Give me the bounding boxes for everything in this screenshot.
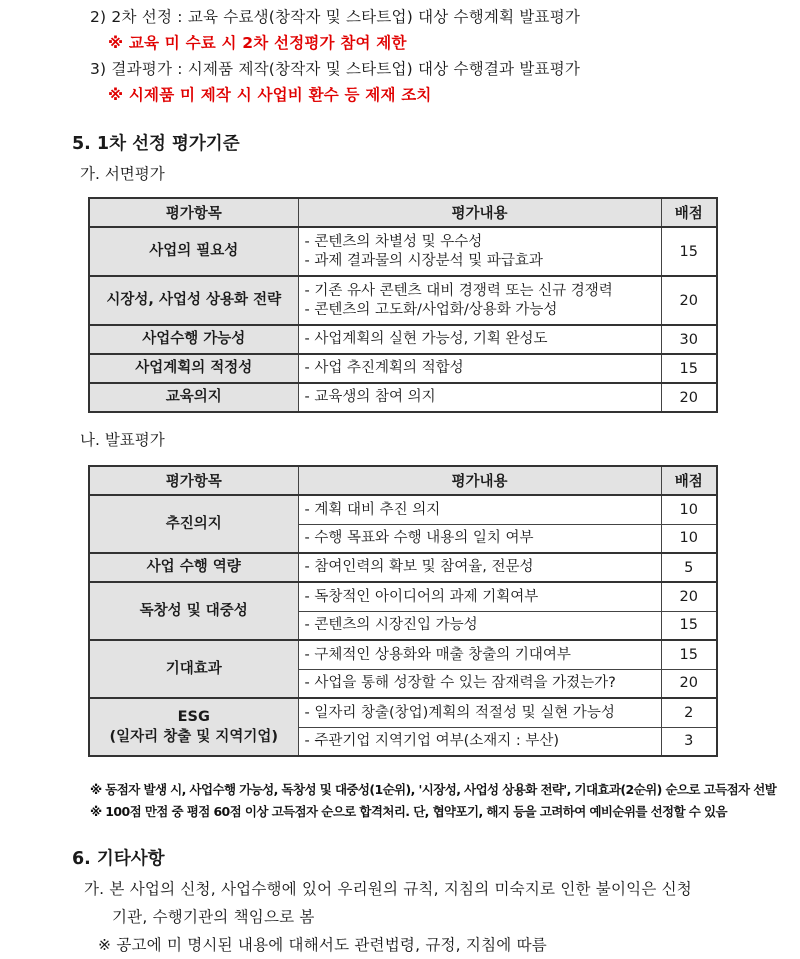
eval-score: 15 <box>661 354 717 383</box>
table-row <box>89 553 717 582</box>
intro-item-3: 3) 결과평가 : 시제품 제작(창작자 및 스타트업) 대상 수행결과 발표평가 <box>90 60 581 78</box>
eval-content: - 수행 목표와 수행 내용의 일치 여부 <box>298 524 661 553</box>
eval-item-line: (일자리 창출 및 지역기업) <box>109 729 278 745</box>
document-eval-table <box>88 197 718 413</box>
tiebreak-note: ※ 동점자 발생 시, 사업수행 가능성, 독창성 및 대중성(1순위), '시장성, 사업성 상용화 전략', 기대효과(2순위) 순으로 고득점자 선발 <box>90 782 777 797</box>
eval-score: 20 <box>661 669 717 698</box>
eval-content: - 계획 대비 추진 의지 <box>298 495 661 524</box>
eval-item: 시장성, 사업성 상용화 전략 <box>89 276 298 325</box>
eval-score: 10 <box>661 495 717 524</box>
header-score: 배점 <box>661 466 717 495</box>
eval-content: - 사업계획의 실현 가능성, 기획 완성도 <box>298 325 661 354</box>
eval-content-line: - 과제 결과물의 시장분석 및 파급효과 <box>304 252 543 269</box>
eval-score: 15 <box>661 227 717 276</box>
eval-content: - 콘텐츠의 시장진입 가능성 <box>298 611 661 640</box>
eval-score: 30 <box>661 325 717 354</box>
eval-content: - 구체적인 상용화와 매출 창출의 기대여부 <box>298 640 661 669</box>
eval-item: 사업수행 가능성 <box>89 325 298 354</box>
intro-item-2-warning: ※ 교육 미 수료 시 2차 선정평가 참여 제한 <box>108 34 407 52</box>
eval-score: 15 <box>661 611 717 640</box>
eval-score: 20 <box>661 383 717 412</box>
section-6-title: 6. 기타사항 <box>72 849 165 869</box>
eval-score: 5 <box>661 553 717 582</box>
header-content: 평가내용 <box>298 466 661 495</box>
eval-item: 기대효과 <box>89 640 298 698</box>
eval-content: - 일자리 창출(창업)계획의 적절성 및 실현 가능성 <box>298 698 661 727</box>
intro-item-3-warning: ※ 시제품 미 제작 시 사업비 환수 등 제재 조치 <box>108 86 432 104</box>
table-row <box>89 698 717 727</box>
header-item: 평가항목 <box>89 466 298 495</box>
eval-content: - 독창적인 아이디어의 과제 기획여부 <box>298 582 661 611</box>
eval-content <box>298 276 661 325</box>
eval-content-line: - 콘텐츠의 차별성 및 우수성 <box>304 234 483 251</box>
eval-score: 20 <box>661 276 717 325</box>
eval-item: 사업계획의 적정성 <box>89 354 298 383</box>
table-row <box>89 582 717 611</box>
table-row <box>89 276 717 325</box>
eval-content-line: - 콘텐츠의 고도화/사업화/상용화 가능성 <box>304 301 558 318</box>
eval-item: 독창성 및 대중성 <box>89 582 298 640</box>
eval-content: - 주관기업 지역기업 여부(소재지 : 부산) <box>298 727 661 756</box>
eval-score: 3 <box>661 727 717 756</box>
section-6-note: ※ 공고에 미 명시된 내용에 대해서도 관련법령, 규정, 지침에 따름 <box>98 936 547 954</box>
eval-content-line: - 기존 유사 콘텐츠 대비 경쟁력 또는 신규 경쟁력 <box>304 283 613 300</box>
intro-item-2: 2) 2차 선정 : 교육 수료생(창작자 및 스타트업) 대상 수행계획 발표평가 <box>90 8 581 26</box>
eval-item-line: ESG <box>177 708 210 725</box>
eval-score: 10 <box>661 524 717 553</box>
eval-content <box>298 227 661 276</box>
table-row <box>89 640 717 669</box>
eval-content: - 사업 추진계획의 적합성 <box>298 354 661 383</box>
header-score: 배점 <box>661 198 717 227</box>
eval-item: 사업의 필요성 <box>89 227 298 276</box>
eval-score: 2 <box>661 698 717 727</box>
eval-content: - 사업을 통해 성장할 수 있는 잠재력을 가졌는가? <box>298 669 661 698</box>
table-row <box>89 354 717 383</box>
eval-item <box>89 698 298 756</box>
eval-content: - 교육생의 참여 의지 <box>298 383 661 412</box>
table-row <box>89 383 717 412</box>
section-5-title: 5. 1차 선정 평가기준 <box>72 134 240 154</box>
eval-item: 사업 수행 역량 <box>89 553 298 582</box>
eval-score: 15 <box>661 640 717 669</box>
presentation-eval-table <box>88 465 718 757</box>
eval-item: 교육의지 <box>89 383 298 412</box>
table-row <box>89 325 717 354</box>
eval-item: 추진의지 <box>89 495 298 553</box>
header-item: 평가항목 <box>89 198 298 227</box>
table-row <box>89 227 717 276</box>
eval-content: - 참여인력의 확보 및 참여율, 전문성 <box>298 553 661 582</box>
subsection-a-title: 가. 서면평가 <box>80 165 165 183</box>
section-6-item-a-line1: 가. 본 사업의 신청, 사업수행에 있어 우리원의 규칙, 지침의 미숙지로 인한 불이익은 신청 <box>84 880 692 898</box>
subsection-b-title: 나. 발표평가 <box>80 431 165 449</box>
eval-score: 20 <box>661 582 717 611</box>
pass-criteria-note: ※ 100점 만점 중 평점 60점 이상 고득점자 순으로 합격처리. 단, 협약포기, 해지 등을 고려하여 예비순위를 선정할 수 있음 <box>90 804 727 819</box>
header-content: 평가내용 <box>298 198 661 227</box>
section-6-item-a-line2: 기관, 수행기관의 책임으로 봄 <box>112 908 315 926</box>
table-row <box>89 495 717 524</box>
